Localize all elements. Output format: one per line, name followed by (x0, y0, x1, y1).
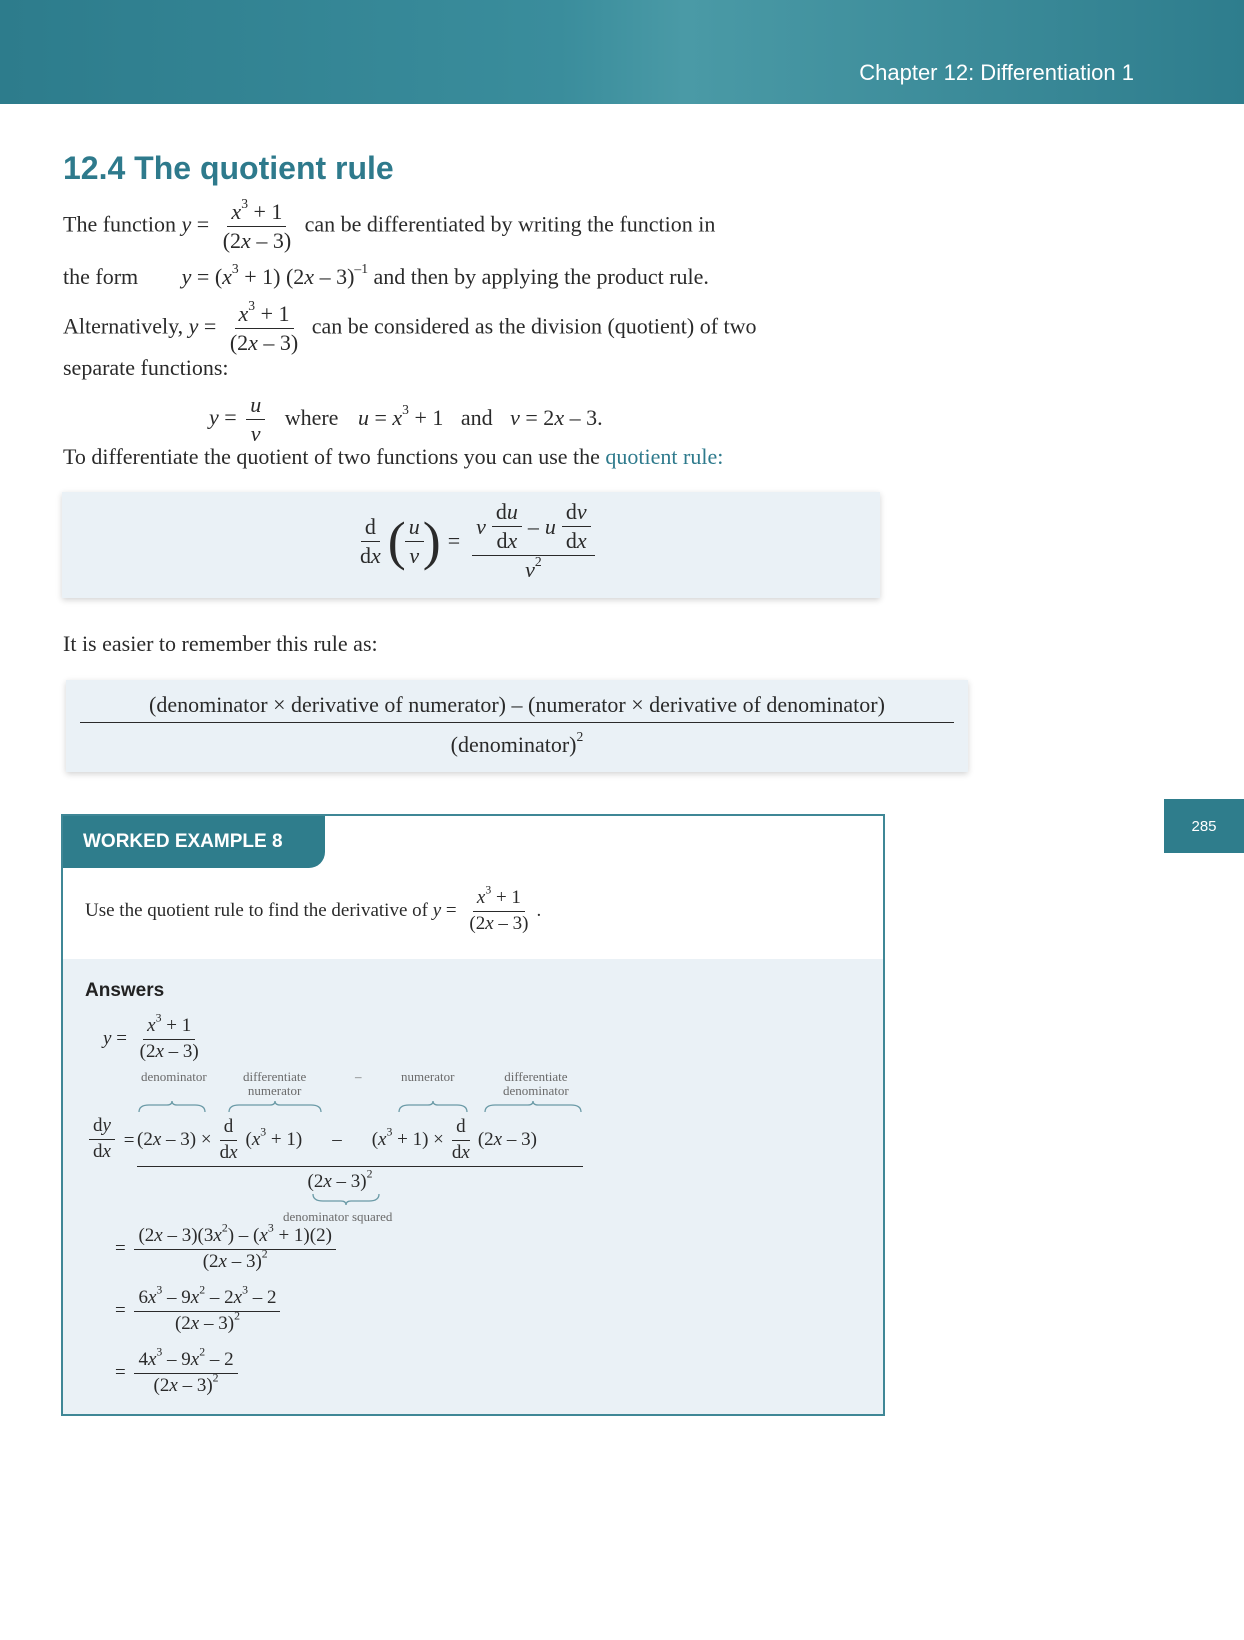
note-diff-denominator: differentiate denominator (503, 1069, 569, 1098)
intro-text: Alternatively, (63, 313, 189, 339)
answer-step-2: $\frac{dy}{dx}$ = (85, 1116, 134, 1163)
math-y: y (188, 313, 199, 339)
intro-text: To differentiate the quotient of two functions you can use the (63, 444, 606, 469)
answer-step-2-fraction: (2x – 3) × $\frac{d}{dx}$ $(x^3 + 1)$ – $(x^3 + 1)$ × $\frac{d}{dx}$ (2x – 3) (2x – 3)$^2$ (137, 1114, 583, 1193)
note-denominator-squared: denominator squared (283, 1209, 393, 1224)
worked-example-box (61, 814, 885, 1416)
intro-text: and (460, 404, 493, 430)
fraction: $\frac{x^3 + 1}{(2x - 3)}$ (229, 298, 299, 356)
intro-paragraph-1: The function y = $\frac{x^3 + 1}{(2x - 3)}$ can be differentiated by writing the function in (63, 196, 716, 254)
intro-text: and then by applying the product rule. (373, 264, 709, 289)
word-rule-numerator: (denominator × derivative of numerator) – (numerator × derivative of denominator) (80, 692, 954, 723)
remember-lead: It is easier to remember this rule as: (63, 631, 378, 656)
section-title: 12.4 The quotient rule (63, 150, 394, 186)
answer-step-1: y = $\frac{x^3 + 1}{(2x - 3)}$ (103, 1011, 199, 1062)
answers-label: Answers (85, 980, 165, 1001)
intro-paragraph-6 (63, 443, 723, 471)
answer-step-5: = $\frac{4x^3 - 9x^2 - 2}{(2x - 3)^2}$ (115, 1350, 242, 1397)
example-question: Use the quotient rule to find the derivative of y = $\frac{x^3 + 1}{(2x - 3)}$ . (85, 883, 542, 934)
quotient-rule-box (62, 492, 880, 598)
intro-text: where (284, 404, 339, 430)
brace-denominator (137, 1100, 207, 1114)
intro-text: can be considered as the division (quotient) of two (311, 313, 757, 339)
brace-denominator-squared (311, 1192, 381, 1206)
intro-text: The function (63, 211, 182, 237)
intro-paragraph-3: Alternatively, y = $\frac{x^3 + 1}{(2x - 3)}$ can be considered as the division (quotient) of two (63, 298, 757, 356)
brace-diff-denominator (483, 1100, 583, 1114)
fraction-u-over-v: $\frac{u}{v}$ (246, 393, 265, 446)
note-numerator: numerator (401, 1069, 455, 1084)
note-denominator: denominator (141, 1069, 207, 1084)
chapter-title: Chapter 12: Differentiation 1 (859, 60, 1134, 85)
fraction: $\frac{x^3 + 1}{(2x - 3)}$ (469, 883, 529, 934)
uv-definition: y = $\frac{u}{v}$ where $u = x^3 + 1$ and v = 2x – 3. (209, 392, 603, 447)
chapter-header-band (0, 0, 1244, 104)
note-diff-numerator: differentiate numerator (243, 1069, 307, 1098)
word-rule-denominator: (denominator)$^2$ (450, 729, 584, 757)
answer-step-3: = $\frac{(2x - 3)(3x^2) - (x^3 + 1)(2)}{(2x - 3)^2}$ (115, 1226, 340, 1273)
math-y: y (181, 211, 192, 237)
worked-example-tab: WORKED EXAMPLE 8 (63, 816, 325, 868)
word-rule-box (66, 680, 968, 772)
product-form-expression: $y = (x^3 + 1)$ (2x – 3)$^{-1}$ (181, 261, 369, 289)
answer-step-4: = $\frac{6x^3 - 9x^2 - 2x^3 - 2}{(2x - 3)^2}$ (115, 1288, 284, 1335)
intro-text: the form (63, 264, 139, 289)
quotient-rule-formula: $\frac{d}{dx}$ ( $\frac{u}{v}$ ) = v $\frac{du}{dx}$ – u $\frac{dv}{dx}$ $v^2$ (352, 500, 599, 583)
page-number-tab: 285 (1164, 799, 1244, 853)
intro-paragraph-4: separate functions: (63, 355, 229, 380)
brace-numerator (397, 1100, 469, 1114)
fraction: $\frac{x^3 + 1}{(2x - 3)}$ (222, 196, 292, 254)
quotient-rule-keyword: quotient rule: (605, 444, 724, 469)
brace-diff-numerator (227, 1100, 323, 1114)
intro-text: can be differentiated by writing the function in (304, 211, 716, 237)
intro-paragraph-2 (63, 263, 709, 291)
note-minus: – (355, 1069, 362, 1084)
